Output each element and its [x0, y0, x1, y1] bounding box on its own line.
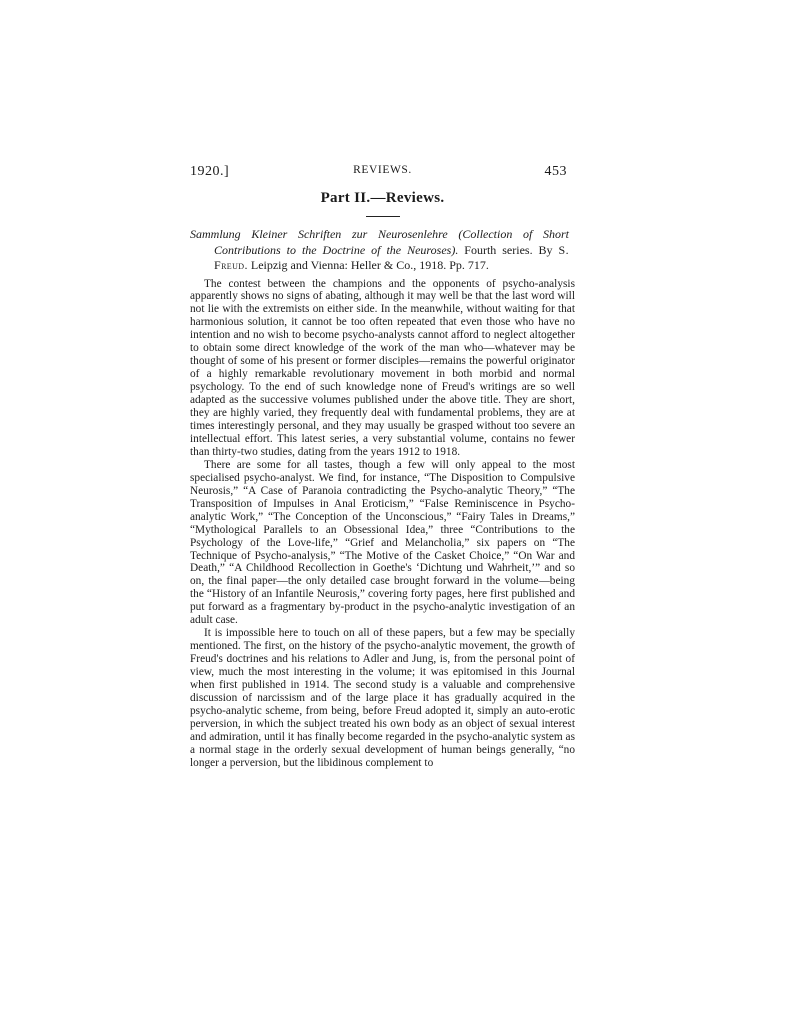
citation-author: S. Freud.	[214, 242, 569, 272]
title-divider	[366, 216, 400, 217]
journal-page	[190, 160, 575, 770]
running-head-section: REVIEWS.	[353, 164, 412, 176]
citation-publisher: Leipzig and Vienna: Heller & Co., 1918. Pp. 717.	[247, 258, 489, 272]
body-paragraph-1: The contest between the champions and the opponents of psycho-analysis apparently shows no signs of abating, although it may well be that the last word will not lie with the extremists on either side. In the meanwhile, without waiting for that harmonious solution, it cannot be too often repeated that even those who have no intention and no wish to become psycho-analysts cannot afford to neglect altogether to obtain some direct knowledge of the work of the man who—whatever may be thought of some of his present or former disciples—remains the powerful originator of a highly remarkable revolutionary movement in both morbid and normal psychology. To the end of such knowledge none of Freud's writings are so well adapted as the successive volumes published under the above title. They are short, they are highly varied, they frequently deal with fundamental problems, they are at times interestingly personal, and they may usually be grasped without too severe an intellectual effort. This latest series, a very substantial volume, contains no fewer than thirty-two studies, dating from the years 1912 to 1918.	[190, 277, 575, 458]
section-title: Part II.—Reviews.	[320, 190, 445, 206]
running-head	[190, 160, 575, 182]
citation-by: By	[538, 242, 559, 257]
body-paragraph-2: There are some for all tastes, though a few will only appeal to the most specialised psycho-analyst. We find, for instance, “The Disposition to Compulsive Neurosis,” “A Case of Paranoia contradicting the Psycho-analytic Theory,” “The Transposition of Impulses in Anal Eroticism,” “False Reminiscence in Psycho-analytic Work,” “The Conception of the Unconscious,” “Fairy Tales in Dreams,” “Mythological Parallels to an Obsessional Idea,” three “Contributions to the Psychology of the Love-life,” “Grief and Melancholia,” six papers on “The Technique of Psycho-analysis,” “The Motive of the Casket Choice,” “On War and Death,” “A Childhood Recollection in Goethe's ‘Dichtung und Wahrheit,’” and so on, the final paper—the only detailed case brought forward in the volume—being the “History of an Infantile Neurosis,” covering forty pages, here first published and put forward as a fragmentary by-product in the psycho-analytic investigation of an adult case.	[190, 458, 575, 627]
review-body	[190, 278, 575, 770]
body-paragraph-3: It is impossible here to touch on all of these papers, but a few may be specially mentioned. The first, on the history of the psycho-analytic movement, the growth of Freud's doctrines and his relations to Adler and Jung, is, from the personal point of view, much the most interesting in the volume; it was epitomised in this Journal when first published in 1914. The second study is a valuable and comprehensive discussion of narcissism and of the large place it has gradually acquired in the psycho-analytic scheme, from being, before Freud adopted it, simply an auto-erotic perversion, in which the subject treated his own body as an object of sexual interest and admiration, until it has finally become regarded in the psycho-analytic system as a normal stage in the orderly sexual development of human beings generally, “no longer a perversion, but the libidinous complement to	[190, 627, 575, 769]
running-head-year: 1920.]	[190, 164, 230, 179]
citation-series: Fourth series.	[458, 242, 539, 257]
page-number: 453	[544, 164, 567, 179]
review-citation	[190, 227, 569, 274]
citation-title: Sammlung Kleiner Schriften zur Neurosenlehre (Collection of Short Contributions to the Doctrine of the Neuroses).	[190, 227, 569, 257]
